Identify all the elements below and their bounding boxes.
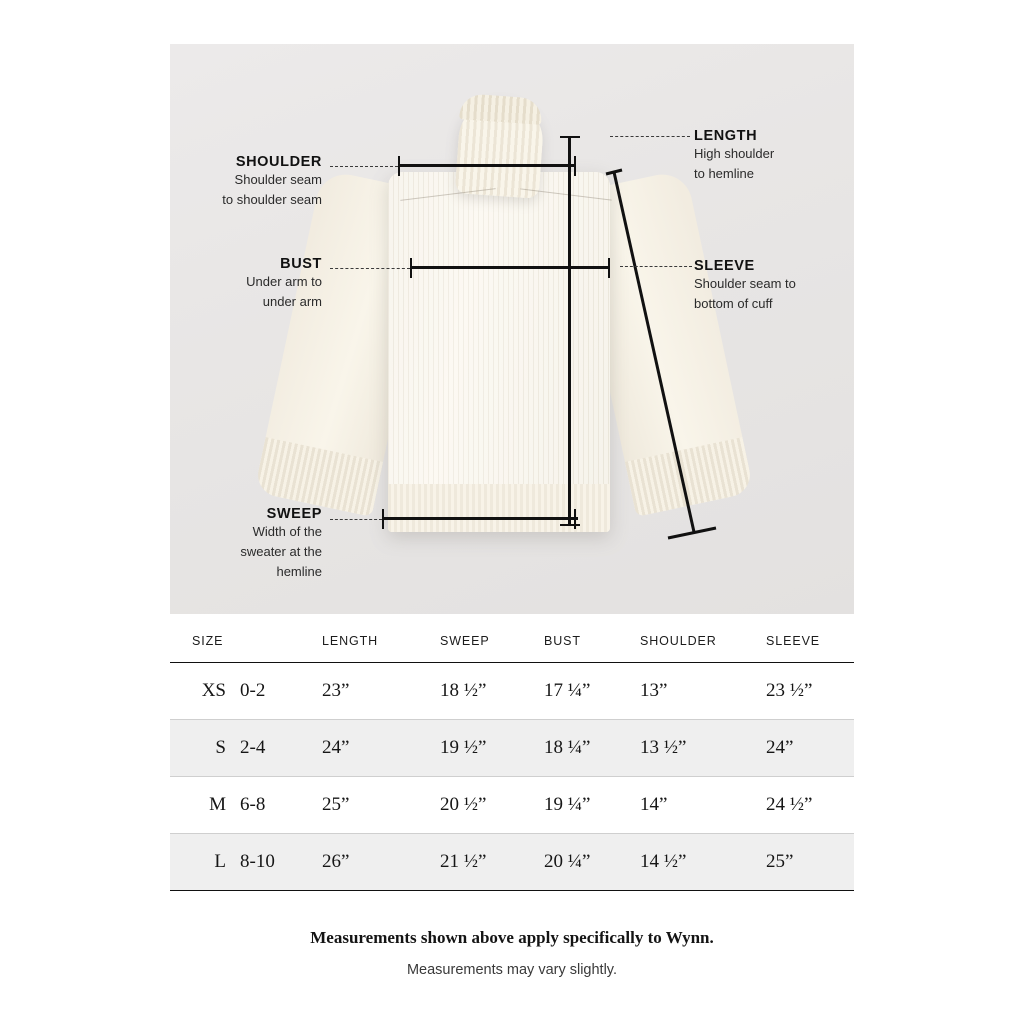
column-header-sleeve: SLEEVE: [766, 628, 854, 663]
size-code: XS: [201, 680, 226, 701]
bust-label-title: BUST: [280, 256, 322, 272]
size-range: 0-2: [240, 680, 266, 701]
size-chart-body: [170, 663, 854, 891]
size-code: L: [214, 851, 226, 872]
bust-desc-line2: under arm: [262, 294, 322, 310]
cell-sweep: 21 ½”: [440, 834, 544, 891]
cell-size: [170, 777, 322, 834]
cell-sleeve: 24”: [766, 720, 854, 777]
size-range: 8-10: [240, 851, 275, 872]
cell-sleeve: 23 ½”: [766, 663, 854, 720]
cell-sweep: 19 ½”: [440, 720, 544, 777]
cell-bust: 18 ¼”: [544, 720, 640, 777]
cell-length: 24”: [322, 720, 440, 777]
sleeve-desc-line2: bottom of cuff: [694, 296, 773, 312]
size-code: S: [215, 737, 226, 758]
footer-note-primary: Measurements shown above apply specifically to Wynn.: [310, 928, 714, 947]
cell-length: 23”: [322, 663, 440, 720]
cell-sleeve: 24 ½”: [766, 777, 854, 834]
sweep-desc-line2: sweater at the: [240, 544, 322, 560]
sleeve-measure-line: [614, 172, 694, 532]
sleeve-desc-line1: Shoulder seam to: [694, 276, 796, 291]
sweep-desc-line1: Width of the: [252, 524, 322, 539]
cell-shoulder: 13”: [640, 663, 766, 720]
sleeve-measure-svg: [170, 44, 854, 614]
cell-sweep: 18 ½”: [440, 663, 544, 720]
cell-sweep: 20 ½”: [440, 777, 544, 834]
cell-size: [170, 834, 322, 891]
table-header-row: [170, 628, 854, 663]
footer-note-secondary: Measurements may vary slightly.: [406, 962, 618, 978]
size-chart-table: [170, 628, 854, 891]
column-header-bust: BUST: [544, 628, 640, 663]
table-row: [170, 720, 854, 777]
cell-size: [170, 720, 322, 777]
sleeve-label-group: [694, 258, 854, 314]
cell-shoulder: 14 ½”: [640, 834, 766, 891]
cell-bust: 20 ¼”: [544, 834, 640, 891]
column-header-length: LENGTH: [322, 628, 440, 663]
sweep-desc-line3: hemline: [276, 564, 322, 580]
column-header-sweep: SWEEP: [440, 628, 544, 663]
length-desc-line1: High shoulder: [694, 146, 775, 161]
cell-shoulder: 13 ½”: [640, 720, 766, 777]
cell-bust: 17 ¼”: [544, 663, 640, 720]
size-chart-head: [170, 628, 854, 663]
shoulder-desc-line2: to shoulder seam: [222, 192, 322, 208]
sleeve-label-desc: [694, 274, 854, 314]
sleeve-tick-top: [606, 170, 622, 174]
size-range: 2-4: [240, 737, 266, 758]
bust-desc-line1: Under arm to: [246, 274, 322, 289]
table-row: [170, 777, 854, 834]
shoulder-desc-line1: Shoulder seam: [234, 172, 322, 187]
table-row: [170, 663, 854, 720]
cell-length: 25”: [322, 777, 440, 834]
length-label-title: LENGTH: [694, 128, 758, 144]
cell-sleeve: 25”: [766, 834, 854, 891]
size-range: 6-8: [240, 794, 266, 815]
cell-length: 26”: [322, 834, 440, 891]
size-code: M: [209, 794, 226, 815]
sleeve-leader-line: [620, 266, 692, 267]
table-row: [170, 834, 854, 891]
shoulder-label-title: SHOULDER: [235, 154, 322, 170]
sleeve-label-title: SLEEVE: [694, 258, 755, 274]
cell-bust: 19 ¼”: [544, 777, 640, 834]
cell-shoulder: 14”: [640, 777, 766, 834]
sweater-measurement-diagram: [170, 44, 854, 614]
cell-size: [170, 663, 322, 720]
length-desc-line2: to hemline: [694, 166, 754, 182]
column-header-size: SIZE: [170, 628, 322, 663]
sweep-label-title: SWEEP: [266, 506, 322, 522]
column-header-shoulder: SHOULDER: [640, 628, 766, 663]
